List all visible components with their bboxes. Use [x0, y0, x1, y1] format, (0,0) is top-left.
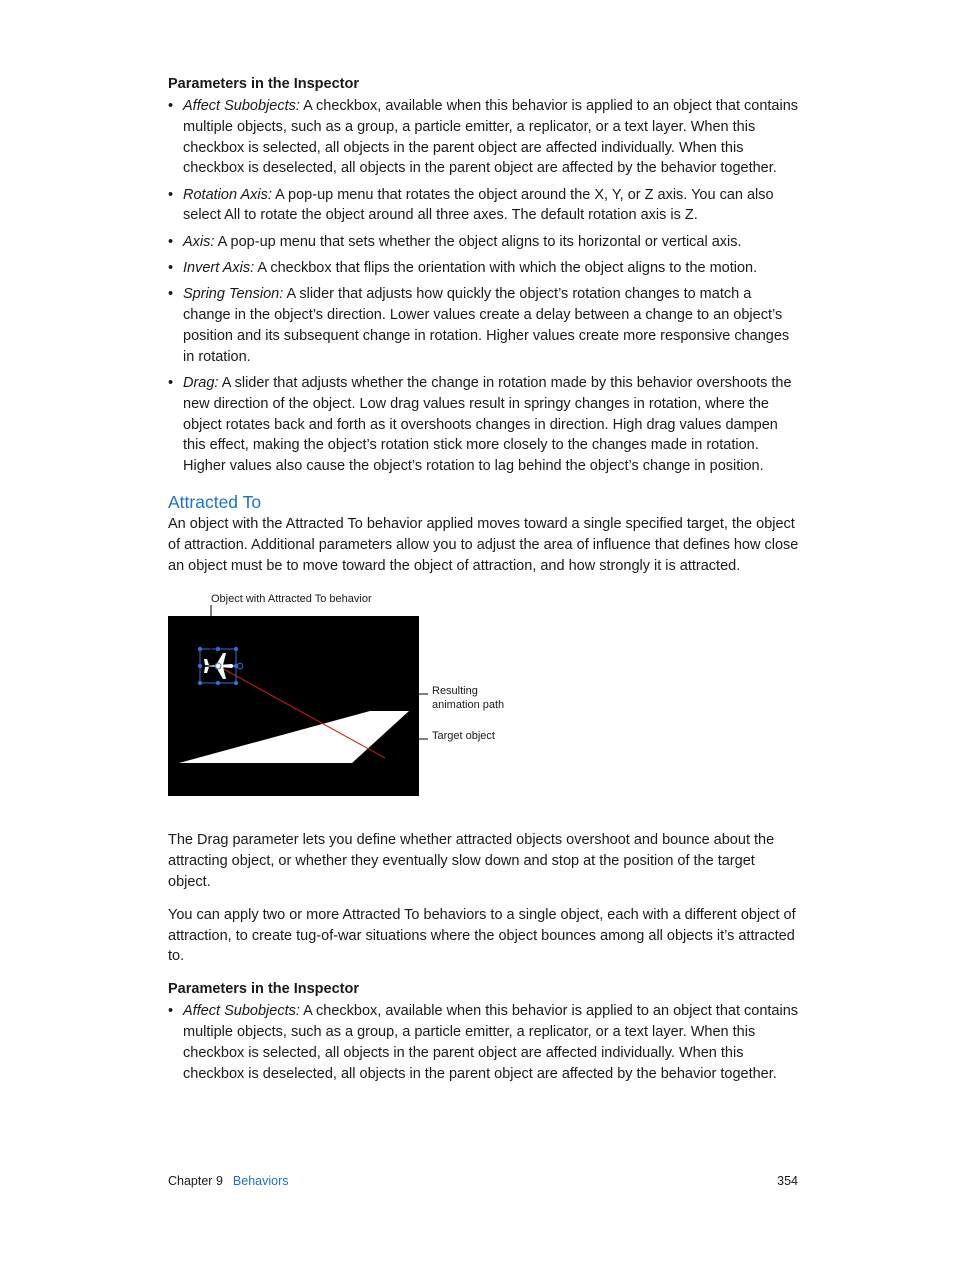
param-term: Invert Axis:: [183, 260, 255, 277]
label-path-line1: Resulting: [432, 685, 478, 698]
bullet-icon: •: [168, 260, 174, 277]
bullet-icon: •: [168, 98, 174, 114]
label-path-line2: animation path: [432, 699, 505, 712]
list-item: [168, 284, 800, 367]
attracted-to-figure: [168, 590, 800, 816]
param-term: Axis:: [183, 233, 215, 250]
bullet-icon: •: [168, 233, 174, 250]
section-heading: Parameters in the Inspector: [168, 981, 359, 998]
list-item: [168, 232, 800, 253]
param-term: Spring Tension:: [183, 286, 284, 303]
page-content: [168, 74, 800, 1090]
list-item: [168, 185, 800, 227]
param-description: A slider that adjusts how quickly the object’s rotation changes to match a change in the object’s direction. Lower values create a delay between a change to an object’s position and its subsequent change in rotation. Higher values create more responsive changes in rotation.: [183, 286, 790, 365]
bullet-icon: •: [168, 1003, 174, 1020]
drag-paragraph: The Drag parameter lets you define whether attracted objects overshoot and bounce about the attracting object, or whether they eventually slow down and stop at the position of the target object.: [168, 832, 775, 891]
chapter-label: Chapter 9: [168, 1174, 223, 1188]
param-description: A pop-up menu that rotates the object around the X, Y, or Z axis. You can also select All to rotate the object around all three axes. The default rotation axis is Z.: [183, 186, 774, 224]
list-item: [168, 373, 800, 477]
param-term: Rotation Axis:: [183, 186, 272, 203]
label-object: Object with Attracted To behavior: [211, 593, 372, 606]
bullet-icon: •: [168, 375, 174, 392]
page-number: 354: [777, 1174, 798, 1188]
page-footer: [168, 1172, 798, 1190]
section-heading: Parameters in the Inspector: [168, 76, 359, 92]
list-item: [168, 96, 800, 179]
intro-paragraph: An object with the Attracted To behavior applied moves toward a single specified target, the object of attraction. Additional parameters allow you to adjust the area of influence that defines how close an object must be to move toward the object of attraction, and how strongly it is attracted.: [168, 516, 799, 574]
param-description: A checkbox, available when this behavior is applied to an object that contains multiple objects, such as a group, a particle emitter, a replicator, or a text layer. When this checkbox is selected, all objects in the parent object are affected individually. When this checkbox is deselected, all objects in the parent object are affected by the behavior together.: [183, 1003, 799, 1082]
param-term: Affect Subobjects:: [183, 98, 300, 114]
list-item: [168, 1001, 800, 1084]
bullet-icon: •: [168, 286, 174, 303]
canvas-background: [168, 616, 419, 796]
param-description: A pop-up menu that sets whether the object aligns to its horizontal or vertical axis.: [214, 233, 742, 250]
list-item: [168, 258, 800, 279]
multiple-behaviors-paragraph: You can apply two or more Attracted To behaviors to a single object, each with a different object of attraction, to create tug-of-war situations where the object bounces among all objects it’s attracted to.: [168, 906, 796, 965]
param-description: A checkbox, available when this behavior is applied to an object that contains multiple objects, such as a group, a particle emitter, a replicator, or a text layer. When this checkbox is selected, all objects in the parent object are affected individually. When this checkbox is deselected, all objects in the parent object are affected by the behavior together.: [183, 98, 799, 177]
label-target: Target object: [432, 730, 495, 743]
bullet-icon: •: [168, 186, 174, 203]
chapter-name-link[interactable]: Behaviors: [232, 1174, 289, 1188]
param-term: Affect Subobjects:: [183, 1003, 300, 1020]
parameter-list: [168, 1001, 800, 1084]
parameter-list: [168, 96, 800, 477]
param-description: A slider that adjusts whether the change in rotation made by this behavior overshoots the new direction of the object. Low drag values result in springy changes in rotation, where the object rotates back and forth as it overshoots changes in direction. High drag values dampen this effect, making the object’s rotation stick more closely to the changes made in rotation. Higher values also cause the object’s rotation to lag behind the object’s change in position.: [183, 375, 792, 475]
param-description: A checkbox that flips the orientation with which the object aligns to the motion.: [254, 260, 758, 277]
param-term: Drag:: [183, 375, 219, 392]
section-title: Attracted To: [168, 492, 262, 513]
